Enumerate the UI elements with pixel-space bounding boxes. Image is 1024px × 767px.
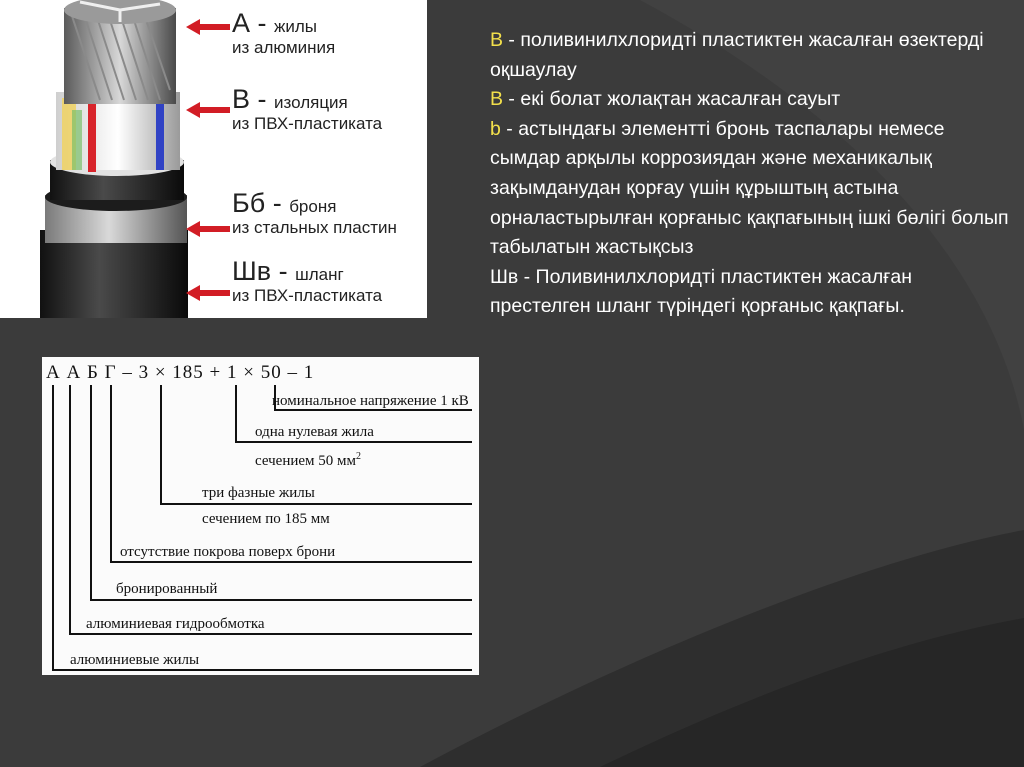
description-key: В xyxy=(490,88,504,111)
leader-line xyxy=(235,385,237,441)
label-line2: из ПВХ-пластиката xyxy=(232,114,383,133)
cable-photo xyxy=(0,0,427,318)
description-body: - екі болат жолақтан жасалған сауыт xyxy=(503,88,841,111)
leader-line xyxy=(90,385,92,599)
red-arrow-left-icon xyxy=(186,221,230,237)
label-code: В xyxy=(232,84,251,114)
phase-section-label: сечением по 185 мм xyxy=(202,511,330,527)
label-code: Бб xyxy=(232,188,266,218)
label-cores: А - жилы из алюминия xyxy=(232,8,336,57)
neutral-section-label xyxy=(255,451,361,470)
red-arrow-left-icon xyxy=(186,102,230,118)
cores-label: алюминиевые жилы xyxy=(70,652,200,668)
label-line2: из ПВХ-пластиката xyxy=(232,286,383,305)
neutral-label: одна нулевая жила xyxy=(255,424,374,440)
phase-label: три фазные жилы xyxy=(202,485,315,501)
description-body: - астындағы элементті бронь таспалары немесе сымдар арқылы коррозиядан және механикалық зақымданудан қорғау үшін құрыштың астына орналастырылған қорғаныс қақпағының ішкі бөлігі болып табылатын жастықсыз xyxy=(490,117,1009,259)
leader-line xyxy=(160,503,472,505)
description-text xyxy=(490,26,1010,322)
label-code: Шв xyxy=(232,256,272,286)
leader-line xyxy=(110,385,112,561)
label-code: А xyxy=(232,8,251,38)
label-sheath: Шв - шланг из ПВХ-пластиката xyxy=(232,256,383,305)
label-armour: Бб - броня из стальных пластин xyxy=(232,188,397,237)
leader-line xyxy=(110,561,472,563)
leader-line xyxy=(52,385,54,669)
leader-line xyxy=(69,633,472,635)
leader-line xyxy=(90,599,472,601)
description-cushion xyxy=(490,115,1010,263)
designation-header: А А Б Г – 3 × 185 + 1 × 50 – 1 xyxy=(46,362,315,383)
cable-designation-diagram xyxy=(42,357,479,675)
hydro-label: алюминиевая гидрообмотка xyxy=(86,616,265,632)
label-line1: жилы xyxy=(274,17,318,36)
no-cover-label: отсутствие покрова поверх брони xyxy=(120,544,336,560)
label-line2: из стальных пластин xyxy=(232,218,397,237)
red-arrow-left-icon xyxy=(186,19,230,35)
description-key: b xyxy=(490,117,501,140)
label-line2: из алюминия xyxy=(232,38,336,57)
leader-line xyxy=(69,385,71,633)
label-line1: броня xyxy=(289,197,337,216)
description-body: - поливинилхлоридті пластиктен жасалған өзектерді оқшаулау xyxy=(490,29,984,81)
leader-line xyxy=(160,385,162,503)
red-arrow-left-icon xyxy=(186,285,230,301)
neutral-section-text: сечением 50 мм xyxy=(255,453,357,469)
leader-line xyxy=(235,441,472,443)
label-insulation: В - изоляция из ПВХ-пластиката xyxy=(232,84,383,133)
armored-label: бронированный xyxy=(116,581,218,597)
description-insulation xyxy=(490,26,1010,85)
label-line1: изоляция xyxy=(274,93,348,112)
leader-line xyxy=(52,669,472,671)
description-sheath: Шв - Поливинилхлоридті пластиктен жасалған престелген шланг түріндегі қорғаныс қақпағы. xyxy=(490,265,912,318)
description-armour xyxy=(490,85,1010,115)
voltage-label: номинальное напряжение 1 кВ xyxy=(272,393,469,409)
label-line1: шланг xyxy=(295,265,344,284)
superscript: 2 xyxy=(356,451,362,462)
description-key: В xyxy=(490,29,504,51)
